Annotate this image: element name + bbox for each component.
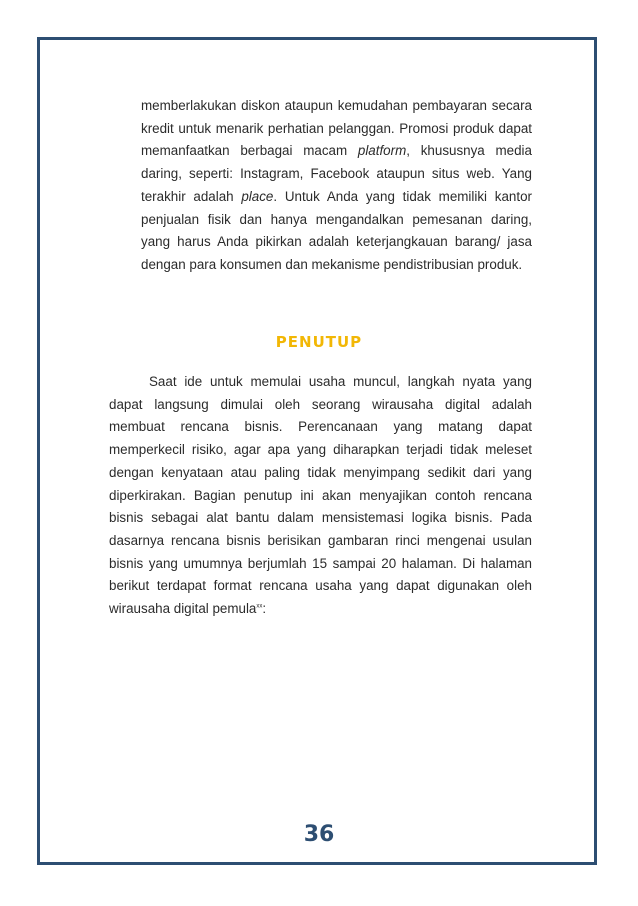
page-number: 36 bbox=[303, 822, 335, 847]
paragraph-text: , khususnya media daring, seperti: Instagram, Facebook ataupun situs web. Yang terakhir adalah bbox=[141, 143, 532, 204]
footnote-reference: xx bbox=[256, 603, 263, 610]
italic-term-place: place bbox=[241, 188, 274, 204]
continuation-paragraph bbox=[141, 95, 532, 277]
paragraph-tail: : bbox=[262, 601, 267, 617]
section-heading: PENUTUP bbox=[275, 333, 363, 351]
paragraph-text: Saat ide untuk memulai usaha muncul, langkah nyata yang dapat langsung dimulai oleh seorang wirausaha digital adalah membuat rencana bisnis. Perencanaan yang matang dapat memperkecil risiko, agar apa yang diharapkan terjadi tidak meleset dengan kenyataan atau paling tidak menyimpang sedikit dari yang diperkirakan. Bagian penutup ini akan menyajikan contoh rencana bisnis sebagai alat bantu dalam mensistemasi logika bisnis. Pada dasarnya rencana bisnis berisikan gambaran rinci mengenai usulan bisnis yang umumnya berjumlah 15 sampai 20 halaman. Di halaman berikut terdapat format rencana usaha yang dapat digunakan oleh wirausaha digital pemula bbox=[109, 374, 532, 617]
closing-paragraph bbox=[109, 371, 532, 621]
paragraph-text: memberlakukan diskon ataupun kemudahan pembayaran secara kredit untuk menarik perhatian pelanggan. Promosi produk dapat memanfaatkan berbagai macam bbox=[141, 98, 532, 159]
italic-term-platform: platform bbox=[357, 143, 407, 159]
paragraph-text: . Untuk Anda yang tidak memiliki kantor penjualan fisik dan hanya mengandalkan pemesanan daring, yang harus Anda pikirkan adalah keterjangkauan barang/ jasa dengan para konsumen dan mekanisme pendistribusian produk. bbox=[141, 188, 532, 272]
